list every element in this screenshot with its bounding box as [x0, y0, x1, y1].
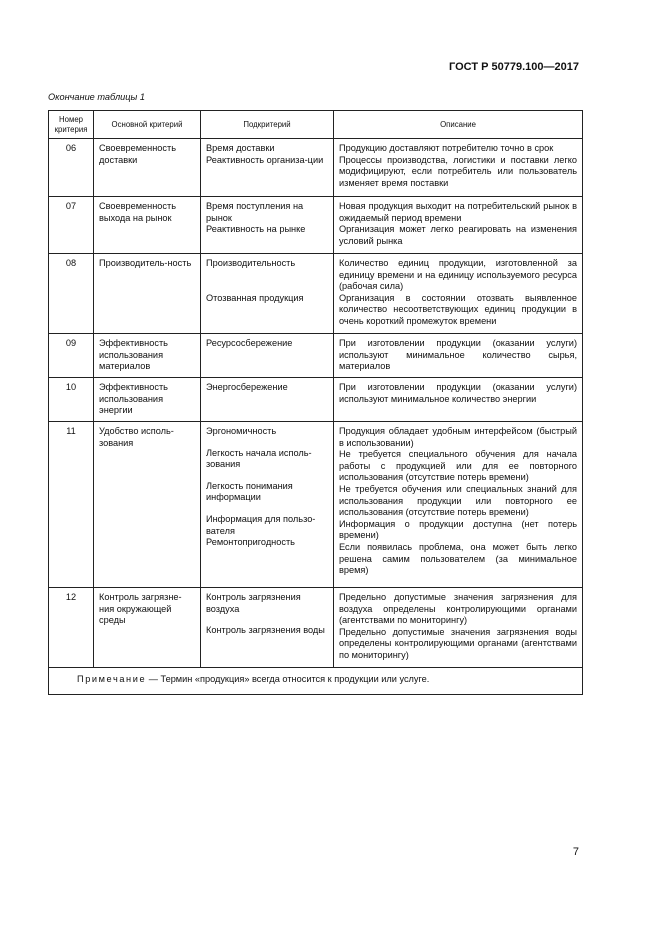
table-row — [49, 422, 583, 588]
description-item: При изготовлении продукции (оказании услуги) используют минимальное количество сырья, материалов — [339, 338, 577, 372]
table-header-row — [49, 111, 583, 139]
main-criterion: Удобство исполь-зования — [94, 422, 201, 588]
main-criterion: Эффективность использования материалов — [94, 334, 201, 378]
subcriteria — [201, 378, 334, 422]
description-item: Продукция обладает удобным интерфейсом (быстрый в использовании) — [339, 426, 577, 448]
subcriterion: Энергосбережение — [206, 382, 288, 392]
subcriterion: Легкость понимания информации — [206, 480, 293, 503]
description-item: Новая продукция выходит на потребительский рынок в ожидаемый период времени — [339, 201, 577, 223]
column-header-sub: Подкритерий — [201, 111, 334, 139]
description-item: Организация может легко реагировать на изменения условий рынка — [339, 224, 577, 246]
main-criterion: Эффективность использования энергии — [94, 378, 201, 422]
column-header-number — [49, 111, 94, 139]
column-header-main: Основной критерий — [94, 111, 201, 139]
criterion-number: 07 — [49, 197, 94, 254]
description — [334, 422, 583, 588]
criterion-number: 10 — [49, 378, 94, 422]
subcriterion: Реактивность организа-ции — [206, 154, 324, 165]
subcriterion: Легкость начала исполь-зования — [206, 447, 312, 470]
description-item: Если появилась проблема, она может быть легко решена самим пользователем (за минимальное время) — [339, 541, 577, 576]
subcriteria — [201, 588, 334, 668]
document-number: ГОСТ Р 50779.100—2017 — [449, 61, 579, 73]
subcriteria — [201, 254, 334, 334]
table-row — [49, 197, 583, 254]
description — [334, 197, 583, 254]
description-item: Не требуется обучения или специальных знаний для использования продукции или повторного ее использования (отсутствие потерь времени) — [339, 483, 577, 518]
table-note-row — [49, 668, 583, 695]
page-number: 7 — [572, 846, 579, 858]
subcriterion: Ресурсосбережение — [206, 338, 293, 348]
note-label: Примечание — [77, 674, 147, 684]
table-note — [49, 668, 583, 695]
subcriteria — [201, 197, 334, 254]
description — [334, 334, 583, 378]
subcriterion: Время поступления на рынок — [206, 201, 304, 223]
description-item: Количество единиц продукции, изготовленной за единицу времени и на единицу используемого ресурса (рабочая сила) — [339, 258, 577, 292]
subcriterion: Контроль загрязнения воды — [206, 625, 325, 636]
subcriterion: Время доставки — [206, 143, 275, 153]
subcriteria — [201, 139, 334, 197]
description-item: Процессы производства, логистики и поставки легко модифицируют, если потребитель или пользователь изменяет время поставки — [339, 154, 577, 188]
description-item: Продукцию доставляют потребителю точно в срок — [339, 143, 554, 153]
table-caption: Окончание таблицы 1 — [48, 92, 145, 102]
description — [334, 588, 583, 668]
column-header-description: Описание — [334, 111, 583, 139]
subcriterion: Отозванная продукция — [206, 292, 304, 303]
description-item: Информация о продукции доступна (нет потерь времени) — [339, 518, 577, 541]
table-row — [49, 378, 583, 422]
subcriterion: Производительность — [206, 258, 296, 268]
description-item: Предельно допустимые значения загрязнения для воздуха определены контролирующими органами (агентствами по мониторингу) — [339, 592, 577, 626]
note-text: — Термин «продукция» всегда относится к продукции или услуге. — [148, 674, 430, 684]
criteria-table — [48, 110, 583, 695]
subcriterion: Эргономичность — [206, 426, 277, 436]
subcriterion: Реактивность на рынке — [206, 224, 306, 235]
main-criterion: Контроль загрязне-ния окружающей среды — [94, 588, 201, 668]
criterion-number: 12 — [49, 588, 94, 668]
subcriterion: Ремонтопригодность — [206, 537, 295, 548]
main-criterion: Своевременность доставки — [94, 139, 201, 197]
main-criterion: Своевременность выхода на рынок — [94, 197, 201, 254]
subcriterion: Контроль загрязнения воздуха — [206, 592, 301, 614]
description-item: Предельно допустимые значения загрязнения воды определены контролирующими органами (агентствами по мониторингу) — [339, 626, 577, 660]
table-row — [49, 254, 583, 334]
table-row — [49, 334, 583, 378]
description-item: Не требуется специального обучения для начала работы с продукцией или для ее повторного использования (отсутствие потерь времени) — [339, 449, 577, 483]
description-item: При изготовлении продукции (оказании услуги) используют минимальное количество энергии — [339, 382, 577, 404]
column-header-number-line: Номер — [59, 114, 83, 124]
description — [334, 378, 583, 422]
description — [334, 254, 583, 334]
column-header-number-line: критерия — [54, 124, 88, 134]
criterion-number: 11 — [49, 422, 94, 588]
subcriteria — [201, 422, 334, 588]
table-row — [49, 588, 583, 668]
criterion-number: 08 — [49, 254, 94, 334]
table-row — [49, 139, 583, 197]
criterion-number: 09 — [49, 334, 94, 378]
subcriterion: Информация для пользо-вателя — [206, 513, 316, 536]
criterion-number: 06 — [49, 139, 94, 197]
subcriteria — [201, 334, 334, 378]
description — [334, 139, 583, 197]
description-item: Организация в состоянии отозвать выявленное количество несоответствующих единиц продукции в очень короткий промежуток времени — [339, 292, 577, 326]
main-criterion: Производитель-ность — [94, 254, 201, 334]
